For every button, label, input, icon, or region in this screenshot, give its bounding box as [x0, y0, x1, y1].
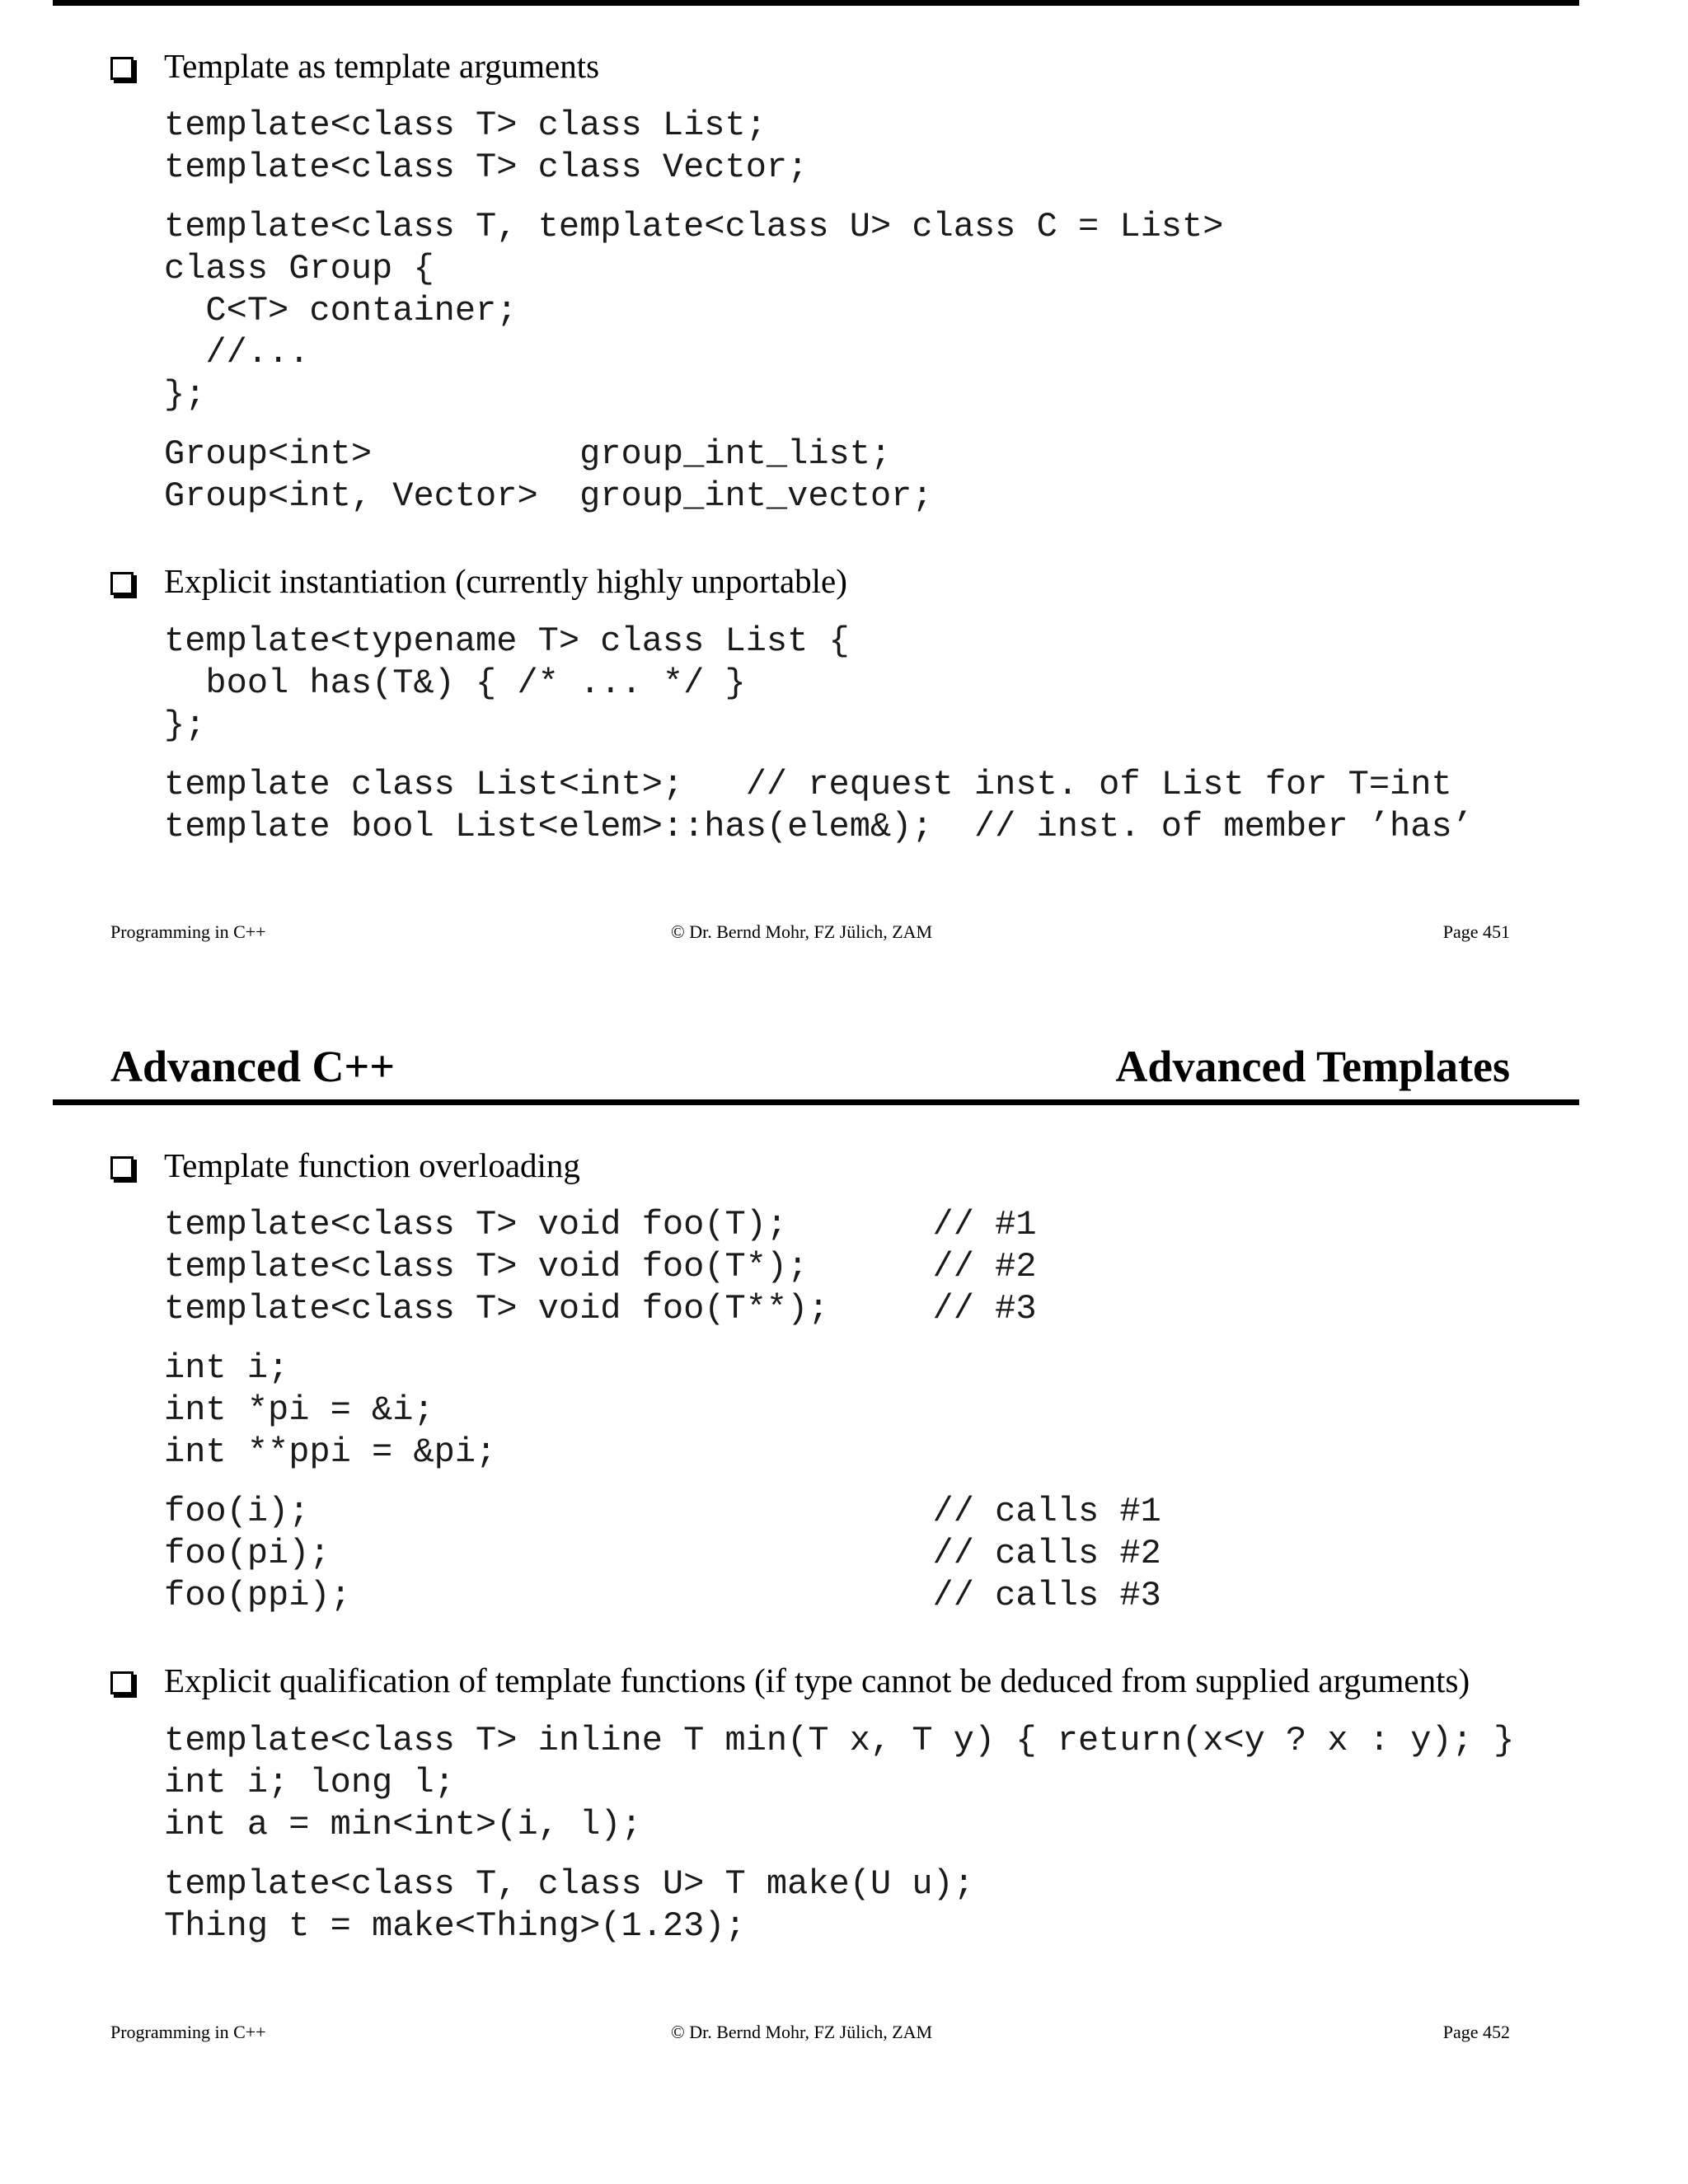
- footer-copyright: © Dr. Bernd Mohr, FZ Jülich, ZAM: [671, 2022, 933, 2042]
- page-header-right: Advanced Templates: [1115, 1042, 1510, 1091]
- checkbox-bullet-icon: [110, 572, 134, 595]
- checkbox-bullet-icon: [110, 1156, 134, 1179]
- bullet-heading: Explicit instantiation (currently highly unportable): [164, 562, 847, 600]
- bullet-heading: Explicit qualification of template functions (if type cannot be deduced from supplied arguments): [164, 1661, 1470, 1699]
- footer-course-title: Programming in C++: [110, 921, 266, 942]
- code-block: template<class T, class U> T make(U u); Thing t = make<Thing>(1.23);: [164, 1864, 974, 1946]
- code-block: foo(i); // calls #1 foo(pi); // calls #2 foo(ppi); // calls #3: [164, 1492, 1161, 1615]
- code-block: template<class T> class List; template<class T> class Vector;: [164, 105, 809, 187]
- top-rule: [53, 0, 1579, 6]
- footer-copyright: © Dr. Bernd Mohr, FZ Jülich, ZAM: [671, 921, 933, 942]
- checkbox-bullet-icon: [110, 57, 134, 80]
- code-block: Group<int> group_int_list; Group<int, Vector> group_int_vector;: [164, 434, 933, 516]
- footer-page-number: Page 452: [1442, 2022, 1510, 2042]
- code-block: template<typename T> class List { bool has(T&) { /* ... */ } };: [164, 621, 850, 745]
- bullet-heading: Template function overloading: [164, 1146, 580, 1184]
- code-block: int i; int *pi = &i; int **ppi = &pi;: [164, 1348, 497, 1472]
- bullet-heading: Template as template arguments: [164, 47, 600, 85]
- footer-page-number: Page 451: [1442, 921, 1510, 942]
- code-block: template<class T> inline T min(T x, T y) { return(x<y ? x : y); } int i; long l; int a = min<int>(i, l);: [164, 1721, 1515, 1844]
- footer-course-title: Programming in C++: [110, 2022, 266, 2042]
- checkbox-bullet-icon: [110, 1671, 134, 1694]
- code-block: template<class T, template<class U> class C = List> class Group { C<T> container; //... };: [164, 207, 1224, 415]
- page-header-left: Advanced C++: [110, 1042, 396, 1091]
- code-block: template<class T> void foo(T); // #1 template<class T> void foo(T*); // #2 template<class T> void foo(T**); // #3: [164, 1205, 1037, 1329]
- code-block: template class List<int>; // request inst. of List for T=int template bool List<elem>::has(elem&); // inst. of member ’has’: [164, 765, 1473, 846]
- header-rule: [53, 1099, 1579, 1105]
